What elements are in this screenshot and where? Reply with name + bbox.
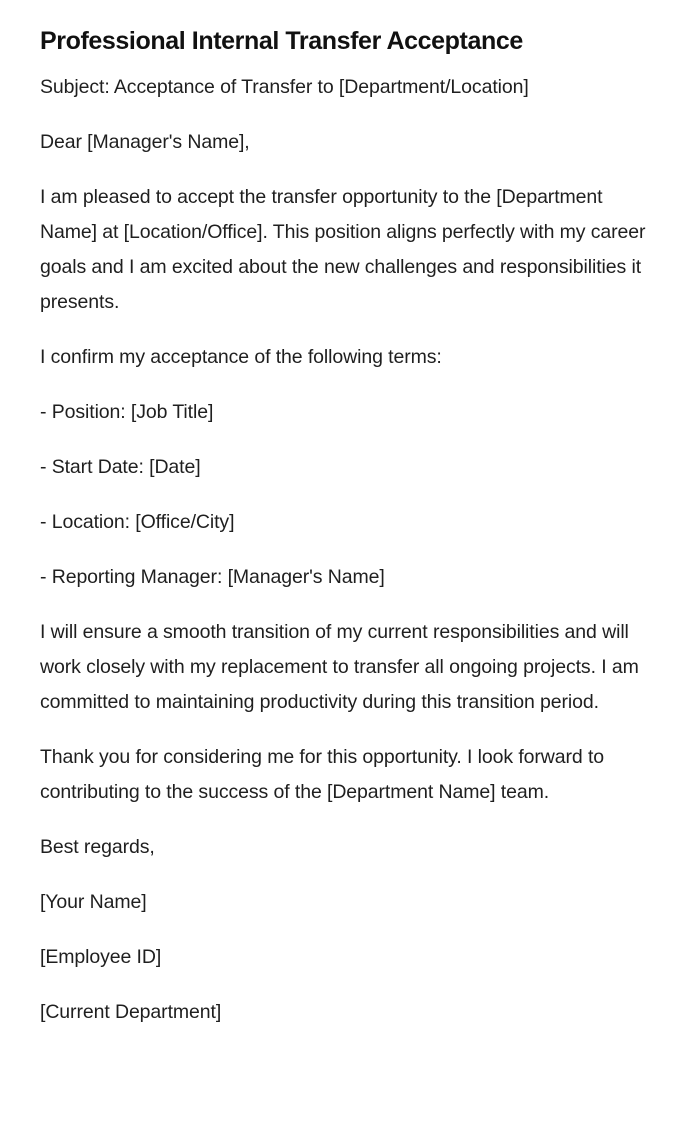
signature-employee-id: [Employee ID] (40, 946, 162, 968)
salutation: Dear [Manager's Name], (40, 131, 250, 153)
document-title: Professional Internal Transfer Acceptance (40, 27, 523, 55)
signoff: Best regards, (40, 836, 155, 858)
term-location: - Location: [Office/City] (40, 511, 235, 533)
closing-paragraph: Thank you for considering me for this opportunity. I look forward to contributing to the success of the [Department Name] team. (40, 746, 605, 803)
transition-paragraph: I will ensure a smooth transition of my current responsibilities and will work closely with my replacement to transfer all ongoing projects. I am committed to maintaining productivity during this transition period. (40, 621, 639, 713)
term-reporting-manager: - Reporting Manager: [Manager's Name] (40, 566, 385, 588)
signature-name: [Your Name] (40, 891, 147, 913)
term-start-date: - Start Date: [Date] (40, 456, 201, 478)
terms-intro: I confirm my acceptance of the following terms: (40, 346, 442, 368)
intro-paragraph: I am pleased to accept the transfer opportunity to the [Department Name] at [Location/Office]. This position aligns perfectly with my career goals and I am excited about the new challenges and responsibilities it presents. (40, 186, 646, 313)
term-position: - Position: [Job Title] (40, 401, 214, 423)
signature-department: [Current Department] (40, 1001, 222, 1023)
subject-line: Subject: Acceptance of Transfer to [Department/Location] (40, 76, 529, 98)
